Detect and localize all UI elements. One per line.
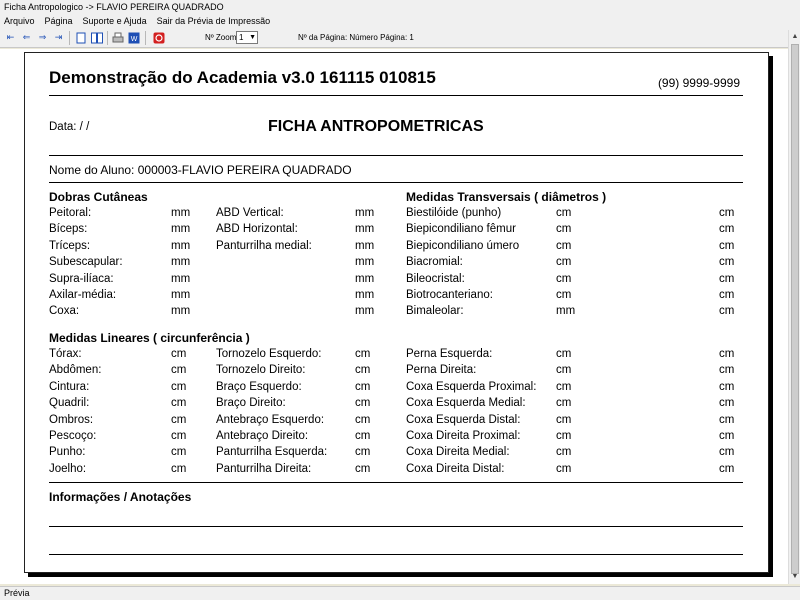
menu-pagina[interactable]: Página <box>44 16 73 26</box>
measure-label: Joelho: <box>49 462 87 475</box>
measure-label: Tornozelo Direito: <box>216 364 306 377</box>
date-label: Data: / / <box>49 121 90 133</box>
measure-unit: mm <box>355 289 375 301</box>
measure-unit: mm <box>355 223 375 236</box>
measure-label: ABD Horizontal: <box>216 223 298 236</box>
measure-unit: mm <box>556 305 576 318</box>
scroll-up-icon[interactable]: ▲ <box>791 33 799 40</box>
measure-unit: cm <box>171 348 187 360</box>
page-number-label: Nº da Página: Número Página: 1 <box>298 33 414 42</box>
window-title: Ficha Antropologico -> FLAVIO PEREIRA QUADRADO <box>0 0 800 14</box>
measure-unit: cm <box>719 239 735 252</box>
measure-unit: mm <box>355 207 375 219</box>
measure-unit: cm <box>719 256 735 269</box>
report-phone: (99) 9999-9999 <box>657 76 740 90</box>
measure-unit: cm <box>556 364 572 377</box>
notes-line <box>49 554 743 555</box>
measure-unit: cm <box>719 348 735 360</box>
measure-unit: cm <box>355 413 371 426</box>
scroll-down-icon[interactable]: ▼ <box>791 573 799 580</box>
measure-unit: cm <box>355 430 371 442</box>
measure-label: Ombros: <box>49 413 94 426</box>
student-name: Nome do Aluno: 000003-FLAVIO PEREIRA QUADRADO <box>49 163 352 177</box>
report-page <box>24 52 769 573</box>
measure-unit: cm <box>719 446 735 459</box>
measure-unit: mm <box>171 223 191 236</box>
measure-unit: cm <box>171 397 187 410</box>
measure-unit: cm <box>556 223 572 236</box>
measure-unit: mm <box>171 207 191 219</box>
measure-unit: mm <box>355 256 375 269</box>
measure-unit: mm <box>171 289 191 301</box>
scrollbar-thumb[interactable] <box>791 44 799 574</box>
measure-label: Antebraço Direito: <box>216 430 309 442</box>
menu-bar <box>0 14 800 28</box>
measure-label: Bimaleolar: <box>406 305 464 318</box>
measure-unit: cm <box>355 462 371 475</box>
measure-unit: cm <box>556 239 572 252</box>
measure-label: Abdômen: <box>49 364 102 377</box>
form-heading: FICHA ANTROPOMETRICAS <box>268 118 484 135</box>
measure-label: Cintura: <box>49 380 90 393</box>
measure-label: Coxa Direita Medial: <box>406 446 510 459</box>
measure-unit: mm <box>171 305 191 318</box>
measure-unit: cm <box>355 348 371 360</box>
measure-label: Antebraço Esquerdo: <box>216 413 325 426</box>
measure-unit: cm <box>171 462 187 475</box>
measure-label: Panturrilha Esquerda: <box>216 446 328 459</box>
measure-unit: cm <box>355 397 371 410</box>
measure-label: Tornozelo Esquerdo: <box>216 348 322 360</box>
measure-label: Coxa: <box>49 305 80 318</box>
report-title: Demonstração do Academia v3.0 161115 010815 <box>49 68 436 87</box>
previous-page-icon[interactable]: ⇐ <box>22 32 31 42</box>
menu-arquivo[interactable]: Arquivo <box>4 16 35 26</box>
measure-label: Tríceps: <box>49 239 91 252</box>
status-bar: Prévia <box>0 586 800 600</box>
measure-unit: cm <box>556 207 572 219</box>
divider <box>49 155 743 156</box>
measure-unit: mm <box>171 272 191 285</box>
next-page-icon[interactable]: ⇒ <box>38 32 47 42</box>
svg-text:W: W <box>130 35 137 43</box>
measure-label: Biestilóide (punho) <box>406 207 502 219</box>
toolbar <box>0 28 800 48</box>
measure-label: Coxa Direita Proximal: <box>406 430 521 442</box>
measure-label: Bileocristal: <box>406 272 465 285</box>
close-preview-icon[interactable] <box>152 31 165 44</box>
measure-label: Punho: <box>49 446 86 459</box>
measure-unit: cm <box>355 364 371 377</box>
measure-label: Coxa Esquerda Medial: <box>406 397 526 410</box>
measure-unit: cm <box>556 256 572 269</box>
measure-label: Tórax: <box>49 348 82 360</box>
measure-label: Subescapular: <box>49 256 123 269</box>
measure-label: Biepicondiliano úmero <box>406 239 520 252</box>
measure-unit: cm <box>171 430 187 442</box>
measure-unit: cm <box>355 446 371 459</box>
measure-label: Supra-ilíaca: <box>49 272 114 285</box>
measure-unit: cm <box>719 430 735 442</box>
measure-unit: cm <box>556 430 572 442</box>
measure-unit: mm <box>355 272 375 285</box>
divider <box>49 482 743 483</box>
measure-unit: cm <box>719 380 735 393</box>
measure-unit: cm <box>719 289 735 301</box>
measure-label: Panturrilha medial: <box>216 239 312 252</box>
export-icon[interactable] <box>127 31 140 44</box>
divider <box>49 182 743 183</box>
measure-unit: mm <box>355 305 375 318</box>
measure-unit: cm <box>556 348 572 360</box>
zoom-select[interactable] <box>236 31 258 44</box>
single-page-icon[interactable] <box>74 31 87 44</box>
two-pages-icon[interactable] <box>90 31 103 44</box>
measure-label: Coxa Esquerda Proximal: <box>406 380 537 393</box>
menu-suporte[interactable]: Suporte e Ajuda <box>82 16 147 26</box>
measure-label: Bíceps: <box>49 223 88 236</box>
measure-unit: cm <box>719 397 735 410</box>
measure-unit: cm <box>719 272 735 285</box>
measure-unit: cm <box>556 397 572 410</box>
measure-label: Axilar-média: <box>49 289 117 301</box>
vertical-scrollbar[interactable] <box>788 30 800 584</box>
measure-unit: cm <box>556 380 572 393</box>
measure-label: Perna Esquerda: <box>406 348 493 360</box>
measure-unit: cm <box>556 446 572 459</box>
measure-unit: cm <box>719 207 735 219</box>
measure-unit: cm <box>719 364 735 377</box>
section-dobras-cutaneas: Dobras Cutâneas <box>49 190 148 204</box>
section-medidas-transversais: Medidas Transversais ( diâmetros ) <box>406 190 607 204</box>
measure-label: Peitoral: <box>49 207 92 219</box>
measure-unit: cm <box>556 413 572 426</box>
measure-unit: cm <box>171 380 187 393</box>
measure-label: Coxa Esquerda Distal: <box>406 413 521 426</box>
measure-label: Perna Direita: <box>406 364 477 377</box>
measure-unit: mm <box>355 239 375 252</box>
measure-unit: cm <box>556 462 572 475</box>
measure-unit: cm <box>719 413 735 426</box>
measure-label: Biepicondiliano fêmur <box>406 223 516 236</box>
measure-unit: cm <box>556 272 572 285</box>
measure-label: Coxa Direita Distal: <box>406 462 505 475</box>
last-page-icon[interactable]: ⇥ <box>54 32 63 42</box>
preview-viewport <box>0 49 788 584</box>
measure-unit: cm <box>171 446 187 459</box>
print-icon[interactable] <box>111 31 124 44</box>
section-medidas-lineares: Medidas Lineares ( circunferência ) <box>49 331 250 345</box>
measure-unit: cm <box>719 462 735 475</box>
zoom-label: Nº Zoom <box>205 33 237 42</box>
first-page-icon[interactable]: ⇤ <box>6 32 15 42</box>
measure-label: Biotrocanteriano: <box>406 289 493 301</box>
measure-label: Quadril: <box>49 397 90 410</box>
measure-unit: mm <box>171 256 191 269</box>
measure-unit: mm <box>171 239 191 252</box>
measure-label: Pescoço: <box>49 430 97 442</box>
section-informacoes: Informações / Anotações <box>49 490 192 504</box>
measure-unit: cm <box>719 223 735 236</box>
measure-unit: cm <box>719 305 735 318</box>
measure-unit: cm <box>556 289 572 301</box>
measure-unit: cm <box>171 364 187 377</box>
measure-unit: cm <box>171 413 187 426</box>
menu-sair[interactable]: Sair da Prévia de Impressão <box>156 16 271 26</box>
measure-unit: cm <box>355 380 371 393</box>
notes-line <box>49 526 743 527</box>
chevron-down-icon: ▼ <box>249 34 256 41</box>
measure-label: Braço Direito: <box>216 397 286 410</box>
measure-label: ABD Vertical: <box>216 207 284 219</box>
measure-label: Biacromial: <box>406 256 463 269</box>
zoom-value: 1 <box>239 33 244 42</box>
measure-label: Braço Esquerdo: <box>216 380 302 393</box>
divider <box>49 95 743 96</box>
measure-label: Panturrilha Direita: <box>216 462 312 475</box>
